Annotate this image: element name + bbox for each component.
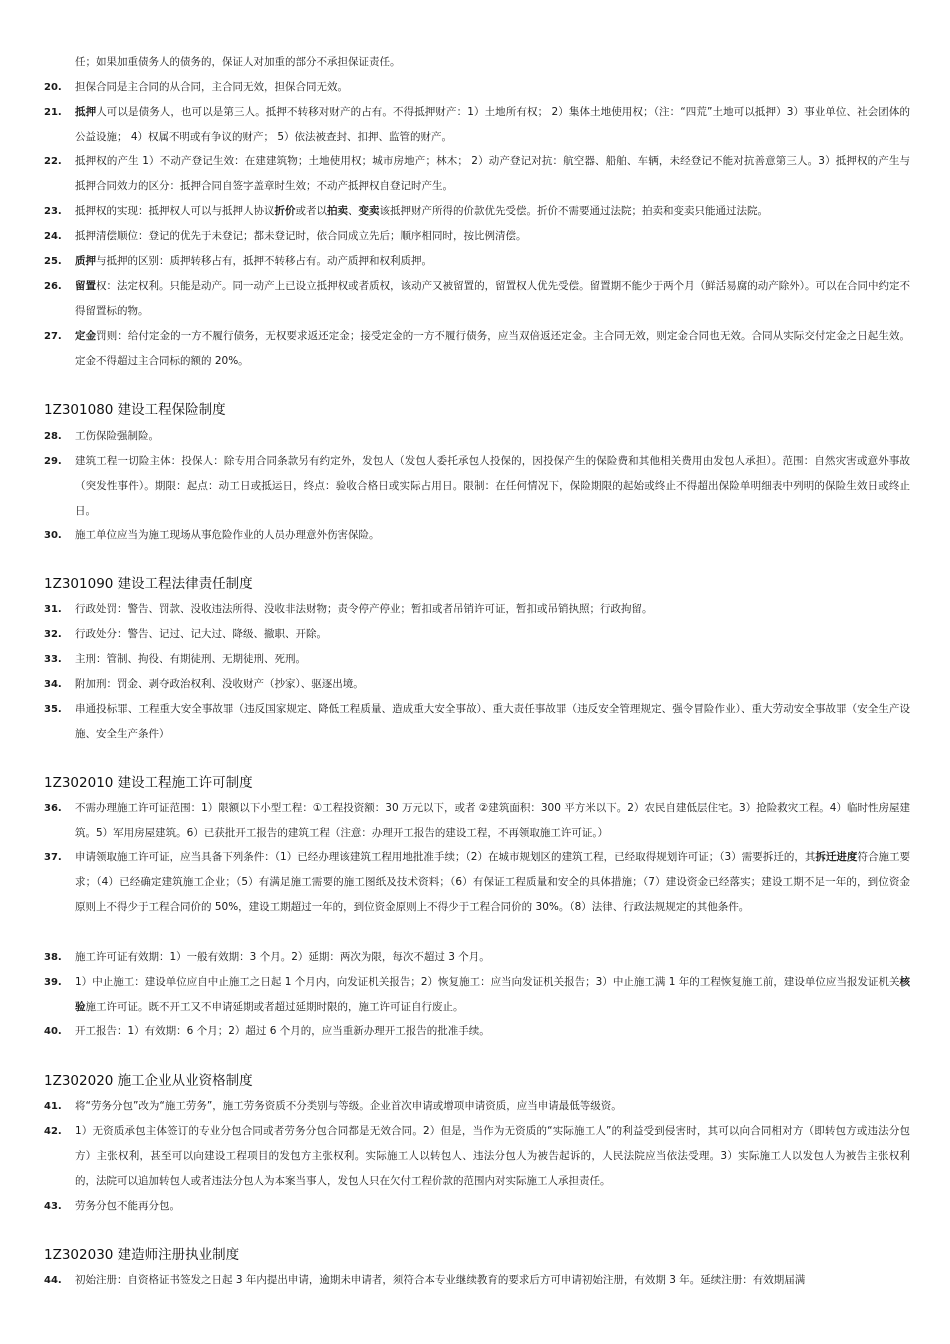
bold-term: 核验 bbox=[75, 976, 910, 1013]
item-text bbox=[75, 324, 910, 374]
section-heading: 1Z302030 建造师注册执业制度 bbox=[44, 1247, 240, 1263]
item-text bbox=[75, 424, 910, 449]
item-text bbox=[75, 622, 910, 647]
text-run: 不需办理施工许可证范围：1）限额以下小型工程：①工程投资额：30 万元以下，或者 ②建筑面积：300 平方米以下。2）农民自建低层住宅。3）抢险救灾工程。4）临时性房屋建筑。5）军用房屋建筑。6）已获批开工报告的建筑工程（注意：办理开工报告的建设工程，不再领取施工许可证。） bbox=[75, 802, 910, 839]
section-heading: 1Z301080 建设工程保险制度 bbox=[44, 402, 226, 418]
list-item bbox=[44, 199, 910, 224]
item-text bbox=[75, 149, 910, 199]
list-item bbox=[44, 449, 910, 524]
item-number: 37. bbox=[44, 852, 62, 863]
text-run: 申请领取施工许可证，应当具备下列条件：（1）已经办理该建筑工程用地批准手续；（2）在城市规划区的建筑工程，已经取得规划许可证；（3）需要拆迁的，其 bbox=[75, 851, 816, 863]
item-text bbox=[75, 449, 910, 524]
bold-term: 定金 bbox=[75, 330, 97, 342]
item-text bbox=[75, 1119, 910, 1194]
item-number: 28. bbox=[44, 431, 62, 442]
list-item bbox=[44, 697, 910, 747]
text-run: 罚则：给付定金的一方不履行债务，无权要求返还定金；接受定金的一方不履行债务，应当双倍返还定金。主合同无效，则定金合同也无效。合同从实际交付定金之日起生效。定金不得超过主合同标的额的 20%。 bbox=[75, 330, 911, 367]
bold-term: 留置 bbox=[75, 280, 97, 292]
item-number: 32. bbox=[44, 629, 62, 640]
section-heading: 1Z301090 建设工程法律责任制度 bbox=[44, 576, 253, 592]
text-run: 开工报告：1）有效期：6 个月；2）超过 6 个月的，应当重新办理开工报告的批准手续。 bbox=[75, 1025, 490, 1037]
list-item bbox=[44, 970, 910, 1020]
list-item bbox=[44, 324, 910, 374]
item-number: 36. bbox=[44, 803, 62, 814]
section-heading: 1Z302020 施工企业从业资格制度 bbox=[44, 1073, 253, 1089]
item-text bbox=[75, 672, 910, 697]
item-number: 25. bbox=[44, 256, 62, 267]
list-item bbox=[44, 1119, 910, 1194]
item-text bbox=[75, 249, 910, 274]
list-item bbox=[44, 149, 910, 199]
text-run: 抵押权的实现：抵押权人可以与抵押人协议 bbox=[75, 205, 275, 217]
list-item bbox=[44, 1094, 910, 1119]
text-run: 施工许可证有效期：1）一般有效期：3 个月。2）延期：两次为限，每次不超过 3 个月。 bbox=[75, 951, 490, 963]
item-text bbox=[75, 697, 910, 747]
list-item bbox=[44, 100, 910, 150]
text-run: 符合施工要求；（4）已经确定建筑施工企业；（5）有满足施工需要的施工图纸及技术资料；（6）有保证工程质量和安全的具体措施；（7）建设资金已经落实；建设工期不足一年的，到位资金原则上不得少于工程合同价的 50%，建设工期超过一年的，到位资金原则上不得少于工程合同价的 30%。（8）法律、行政法规规定的其他条件。 bbox=[75, 851, 910, 913]
item-number: 33. bbox=[44, 654, 62, 665]
continuation-text: 任；如果加重债务人的债务的，保证人对加重的部分不承担保证责任。 bbox=[75, 56, 401, 68]
text-run: 工伤保险强制险。 bbox=[75, 430, 159, 442]
text-run: 施工许可证。既不开工又不申请延期或者超过延期时限的，施工许可证自行废止。 bbox=[85, 1001, 464, 1013]
text-run: 行政处罚：警告、罚款、没收违法所得、没收非法财物；责令停产停业；暂扣或者吊销许可证，暂扣或吊销执照；行政拘留。 bbox=[75, 603, 653, 615]
item-number: 31. bbox=[44, 604, 62, 615]
list-item bbox=[44, 75, 910, 100]
list-item bbox=[44, 424, 910, 449]
list-item bbox=[44, 672, 910, 697]
text-run: 建筑工程一切险主体：投保人：除专用合同条款另有约定外，发包人（发包人委托承包人投保的，因投保产生的保险费和其他相关费用由发包人承担）。范围：自然灾害或意外事故（突发性事件）。期限：起点：动工日或抵运日，终点：验收合格日或实际占用日。限制：在任何情况下，保险期限的起始或终止不得超出保险单明细表中列明的保险生效日或终止日。 bbox=[75, 455, 910, 517]
text-run: 抵押清偿顺位：登记的优先于未登记；都未登记时，依合同成立先后；顺序相同时，按比例清偿。 bbox=[75, 230, 527, 242]
item-number: 41. bbox=[44, 1101, 62, 1112]
text-run: 担保合同是主合同的从合同，主合同无效，担保合同无效。 bbox=[75, 81, 348, 93]
list-item bbox=[44, 523, 910, 548]
item-text bbox=[75, 970, 910, 1020]
item-text bbox=[75, 274, 910, 324]
text-run: 施工单位应当为施工现场从事危险作业的人员办理意外伤害保险。 bbox=[75, 529, 380, 541]
bold-term: 抵押 bbox=[75, 106, 97, 118]
text-run: 将“劳务分包”改为“施工劳务”，施工劳务资质不分类别与等级。企业首次申请或增项申请资质，应当申请最低等级资。 bbox=[75, 1100, 622, 1112]
bold-term: 拍卖 bbox=[327, 205, 348, 217]
item-number: 30. bbox=[44, 530, 62, 541]
list-item bbox=[44, 622, 910, 647]
item-number: 23. bbox=[44, 206, 62, 217]
text-run: 行政处分：警告、记过、记大过、降级、撤职、开除。 bbox=[75, 628, 327, 640]
item-text bbox=[75, 199, 910, 224]
item-number: 34. bbox=[44, 679, 62, 690]
list-item bbox=[44, 249, 910, 274]
text-run: 1）无资质承包主体签订的专业分包合同或者劳务分包合同都是无效合同。2）但是，当作为无资质的“实际施工人”的利益受到侵害时，其可以向合同相对方（即转包方或违法分包方）主张权利，甚至可以向建设工程项目的发包方主张权利。实际施工人以转包人、违法分包人为被告起诉的，人民法院应当依法受理。3）实际施工人以发包人为被告主张权利的，法院可以追加转包人或者违法分包人为本案当事人，发包人只在欠付工程价款的范围内对实际施工人承担责任。 bbox=[75, 1125, 910, 1187]
item-text bbox=[75, 845, 910, 920]
item-number: 27. bbox=[44, 331, 62, 342]
list-item bbox=[44, 224, 910, 249]
text-run: 该抵押财产所得的价款优先受偿。折价不需要通过法院；拍卖和变卖只能通过法院。 bbox=[379, 205, 768, 217]
text-run: 权：法定权利。只能是动产。同一动产上已设立抵押权或者质权，该动产又被留置的，留置权人优先受偿。留置期不能少于两个月（鲜活易腐的动产除外）。可以在合同中约定不得留置标的物。 bbox=[75, 280, 911, 317]
item-text bbox=[75, 945, 910, 970]
bold-term: 质押 bbox=[75, 255, 96, 267]
text-run: 串通投标罪、工程重大安全事故罪（违反国家规定、降低工程质量、造成重大安全事故）、重大责任事故罪（违反安全管理规定、强令冒险作业）、重大劳动安全事故罪（安全生产设施、安全生产条件） bbox=[75, 703, 910, 740]
item-text bbox=[75, 523, 910, 548]
item-number: 44. bbox=[44, 1275, 62, 1286]
text-run: 劳务分包不能再分包。 bbox=[75, 1200, 180, 1212]
item-number: 29. bbox=[44, 456, 62, 467]
list-item bbox=[44, 945, 910, 970]
list-item bbox=[44, 1194, 910, 1219]
list-item bbox=[44, 274, 910, 324]
item-text bbox=[75, 1268, 910, 1293]
item-number: 38. bbox=[44, 952, 62, 963]
item-text bbox=[75, 597, 910, 622]
section-heading: 1Z302010 建设工程施工许可制度 bbox=[44, 775, 253, 791]
text-run: 、 bbox=[348, 205, 359, 217]
item-number: 40. bbox=[44, 1026, 62, 1037]
list-item bbox=[44, 796, 910, 846]
item-number: 21. bbox=[44, 107, 62, 118]
text-run: 与抵押的区别：质押转移占有，抵押不转移占有。动产质押和权利质押。 bbox=[96, 255, 432, 267]
text-run: 人可以是债务人，也可以是第三人。抵押不转移对财产的占有。不得抵押财产：1）土地所有权； 2）集体土地使用权；（注：“四荒”土地可以抵押）3）事业单位、社会团体的公益设施； 4）权属不明或有争议的财产； 5）依法被查封、扣押、监管的财产。 bbox=[75, 106, 910, 143]
text-run: 或者以 bbox=[295, 205, 327, 217]
item-text bbox=[75, 100, 910, 150]
item-text bbox=[75, 1019, 910, 1044]
list-item bbox=[44, 647, 910, 672]
text-run: 主刑：管制、拘役、有期徒刑、无期徒刑、死刑。 bbox=[75, 653, 306, 665]
item-number: 35. bbox=[44, 704, 62, 715]
item-number: 39. bbox=[44, 977, 62, 988]
item-text bbox=[75, 647, 910, 672]
text-run: 初始注册：自资格证书签发之日起 3 年内提出申请，逾期未申请者，须符合本专业继续教育的要求后方可申请初始注册，有效期 3 年。延续注册：有效期届满 bbox=[75, 1274, 806, 1286]
list-item bbox=[44, 1268, 910, 1293]
item-text bbox=[75, 796, 910, 846]
item-number: 26. bbox=[44, 281, 62, 292]
list-item bbox=[44, 845, 910, 920]
item-number: 20. bbox=[44, 82, 62, 93]
text-run: 抵押权的产生 1）不动产登记生效：在建建筑物；土地使用权；城市房地产；林木； 2）动产登记对抗：航空器、船舶、车辆，未经登记不能对抗善意第三人。3）抵押权的产生与抵押合同效力的区分：抵押合同自签字盖章时生效；不动产抵押权自登记时产生。 bbox=[75, 155, 910, 192]
item-text bbox=[75, 1094, 910, 1119]
item-text bbox=[75, 224, 910, 249]
item-text bbox=[75, 75, 910, 100]
item-number: 43. bbox=[44, 1201, 62, 1212]
text-run: 附加刑：罚金、剥夺政治权利、没收财产（抄家）、驱逐出境。 bbox=[75, 678, 364, 690]
list-item bbox=[44, 1019, 910, 1044]
list-item bbox=[44, 597, 910, 622]
item-number: 42. bbox=[44, 1126, 62, 1137]
bold-term: 变卖 bbox=[358, 205, 380, 217]
item-text bbox=[75, 1194, 910, 1219]
bold-term: 折价 bbox=[274, 205, 296, 217]
bold-term: 拆迁进度 bbox=[815, 851, 858, 863]
item-number: 24. bbox=[44, 231, 62, 242]
item-number: 22. bbox=[44, 156, 62, 167]
text-run: 1）中止施工：建设单位应自中止施工之日起 1 个月内，向发证机关报告；2）恢复施工：应当向发证机关报告；3）中止施工满 1 年的工程恢复施工前，建设单位应当报发证机关 bbox=[75, 976, 900, 988]
